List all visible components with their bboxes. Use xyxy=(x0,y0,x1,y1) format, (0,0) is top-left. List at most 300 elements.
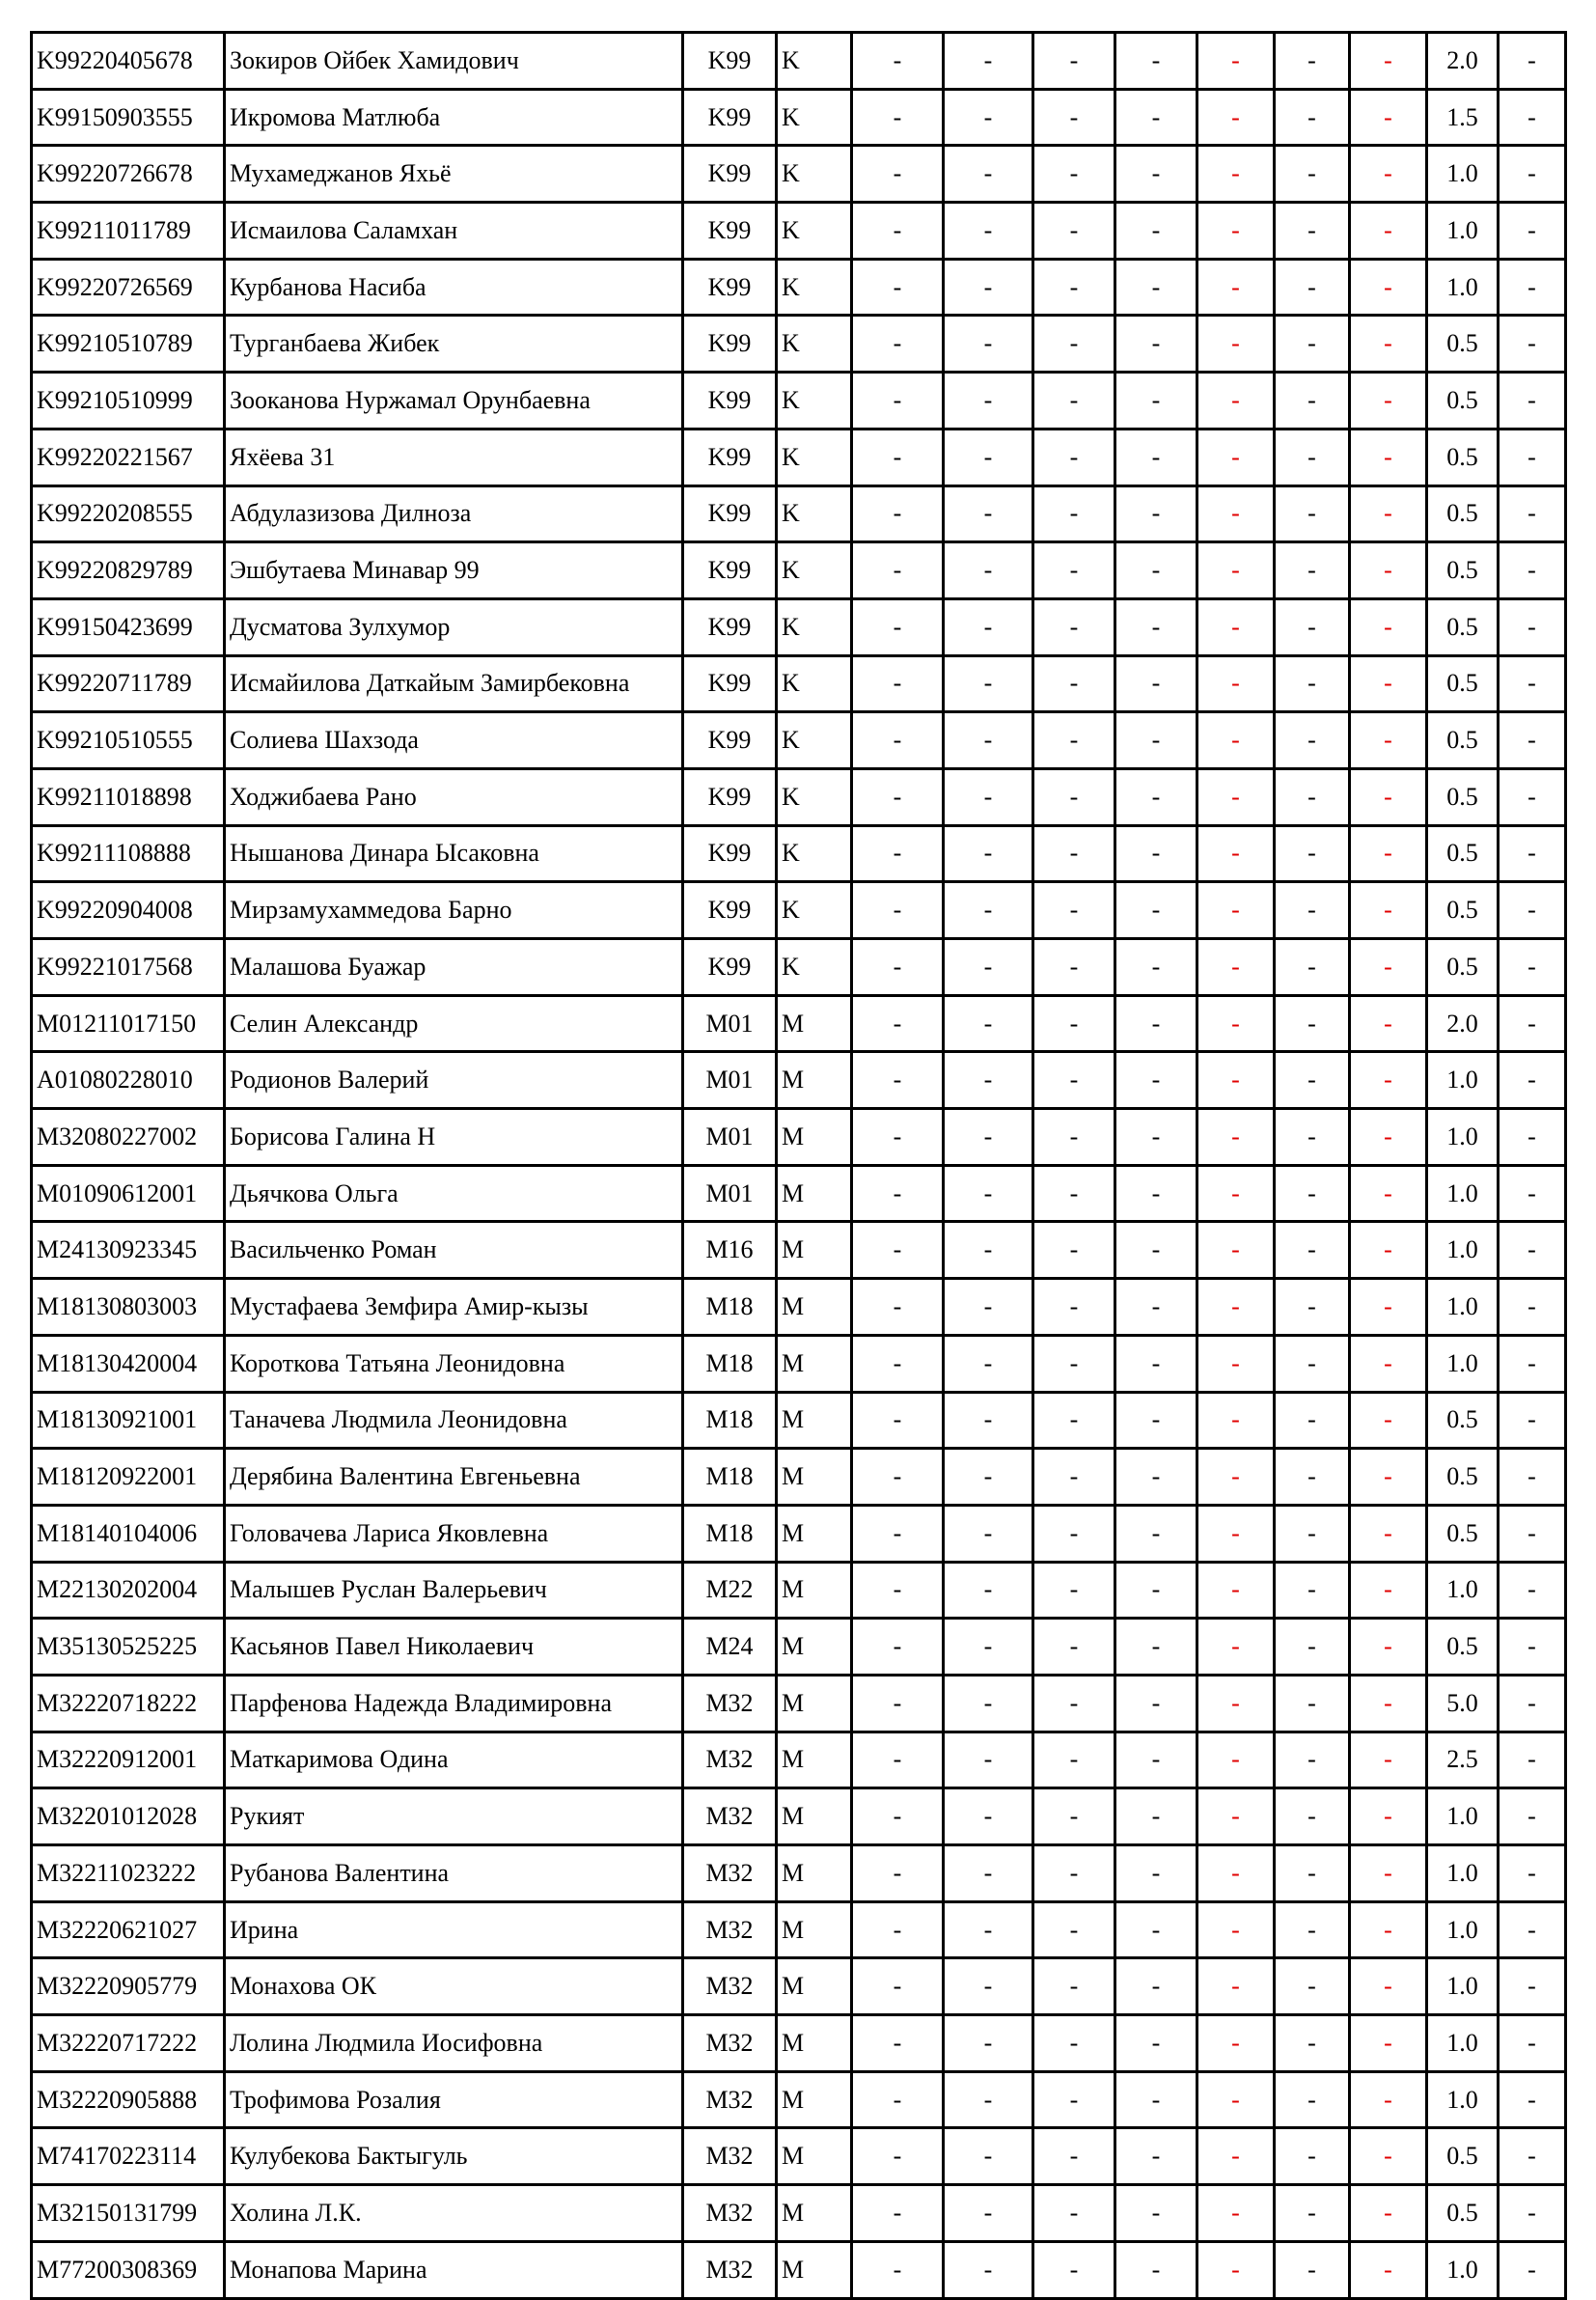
row-dash-cell: - xyxy=(1275,1392,1350,1449)
row-id-cell: K99220904008 xyxy=(32,882,225,939)
row-dash-cell: - xyxy=(1115,542,1197,599)
row-dash-cell: - xyxy=(1197,2185,1275,2242)
row-id-cell: M01090612001 xyxy=(32,1165,225,1222)
table-row xyxy=(32,259,1566,316)
table-row xyxy=(32,542,1566,599)
row-letter-cell: K xyxy=(777,259,852,316)
row-letter-cell: K xyxy=(777,146,852,203)
row-dash-cell: - xyxy=(1033,2128,1115,2185)
row-id-cell: M32080227002 xyxy=(32,1109,225,1166)
row-letter-cell: M xyxy=(777,2071,852,2128)
row-dash-cell: - xyxy=(1197,146,1275,203)
row-dash-cell: - xyxy=(1499,1619,1566,1676)
row-dash-cell: - xyxy=(1275,1958,1350,2015)
row-dash-cell: - xyxy=(1350,1052,1427,1109)
row-id-cell: M32211023222 xyxy=(32,1845,225,1902)
row-value-cell: 0.5 xyxy=(1427,1392,1499,1449)
row-id-cell: M24130923345 xyxy=(32,1222,225,1279)
row-id-cell: K99210510555 xyxy=(32,712,225,769)
row-id-cell: M32220717222 xyxy=(32,2015,225,2072)
row-name-cell: Родионов Валерий xyxy=(225,1052,683,1109)
table-row xyxy=(32,429,1566,485)
row-dash-cell: - xyxy=(1197,2015,1275,2072)
row-dash-cell: - xyxy=(852,1052,944,1109)
row-dash-cell: - xyxy=(1115,939,1197,996)
row-value-cell: 1.0 xyxy=(1427,1788,1499,1845)
table-row xyxy=(32,1958,1566,2015)
row-dash-cell: - xyxy=(1033,1958,1115,2015)
row-dash-cell: - xyxy=(1115,1052,1197,1109)
row-dash-cell: - xyxy=(1033,1901,1115,1958)
row-dash-cell: - xyxy=(944,1845,1033,1902)
row-dash-cell: - xyxy=(852,1958,944,2015)
row-code-cell: K99 xyxy=(683,542,777,599)
row-dash-cell: - xyxy=(944,939,1033,996)
row-letter-cell: K xyxy=(777,712,852,769)
row-name-cell: Абдулазизова Дилноза xyxy=(225,485,683,542)
row-dash-cell: - xyxy=(1033,712,1115,769)
row-letter-cell: K xyxy=(777,939,852,996)
row-dash-cell: - xyxy=(1350,1732,1427,1788)
row-name-cell: Трофимова Розалия xyxy=(225,2071,683,2128)
row-dash-cell: - xyxy=(1115,825,1197,882)
row-letter-cell: M xyxy=(777,1675,852,1732)
row-id-cell: M32220621027 xyxy=(32,1901,225,1958)
row-dash-cell: - xyxy=(1350,939,1427,996)
row-dash-cell: - xyxy=(1350,33,1427,90)
row-dash-cell: - xyxy=(852,429,944,485)
row-dash-cell: - xyxy=(1033,1505,1115,1562)
row-dash-cell: - xyxy=(1499,1279,1566,1336)
row-dash-cell: - xyxy=(1197,316,1275,373)
row-name-cell: Васильченко Роман xyxy=(225,1222,683,1279)
row-name-cell: Мухамеджанов Яхьё xyxy=(225,146,683,203)
row-dash-cell: - xyxy=(1115,1279,1197,1336)
table-row xyxy=(32,1675,1566,1732)
row-letter-cell: M xyxy=(777,1505,852,1562)
row-dash-cell: - xyxy=(944,2128,1033,2185)
row-dash-cell: - xyxy=(1275,2071,1350,2128)
row-dash-cell: - xyxy=(1275,542,1350,599)
row-dash-cell: - xyxy=(1275,1845,1350,1902)
row-dash-cell: - xyxy=(1197,1222,1275,1279)
row-name-cell: Монапова Марина xyxy=(225,2241,683,2298)
row-dash-cell: - xyxy=(1499,1562,1566,1619)
row-dash-cell: - xyxy=(944,1165,1033,1222)
row-name-cell: Холина Л.К. xyxy=(225,2185,683,2242)
row-dash-cell: - xyxy=(852,1505,944,1562)
row-name-cell: Мирзамухаммедова Барно xyxy=(225,882,683,939)
row-dash-cell: - xyxy=(1033,2185,1115,2242)
row-letter-cell: K xyxy=(777,89,852,146)
table-row xyxy=(32,316,1566,373)
row-dash-cell: - xyxy=(1115,768,1197,825)
table-row xyxy=(32,825,1566,882)
row-dash-cell: - xyxy=(1115,1562,1197,1619)
row-dash-cell: - xyxy=(1197,429,1275,485)
row-name-cell: Дьячкова Ольга xyxy=(225,1165,683,1222)
row-code-cell: K99 xyxy=(683,598,777,655)
row-value-cell: 0.5 xyxy=(1427,542,1499,599)
row-dash-cell: - xyxy=(1115,1958,1197,2015)
row-dash-cell: - xyxy=(1033,485,1115,542)
table-row xyxy=(32,1165,1566,1222)
row-dash-cell: - xyxy=(1275,598,1350,655)
row-dash-cell: - xyxy=(1033,1279,1115,1336)
row-dash-cell: - xyxy=(1275,1165,1350,1222)
row-letter-cell: K xyxy=(777,542,852,599)
row-dash-cell: - xyxy=(1499,203,1566,260)
row-dash-cell: - xyxy=(1275,1505,1350,1562)
row-dash-cell: - xyxy=(944,1052,1033,1109)
row-dash-cell: - xyxy=(1275,655,1350,712)
row-dash-cell: - xyxy=(852,655,944,712)
row-dash-cell: - xyxy=(852,1562,944,1619)
row-letter-cell: M xyxy=(777,1788,852,1845)
row-code-cell: M32 xyxy=(683,1675,777,1732)
table-row xyxy=(32,1619,1566,1676)
row-dash-cell: - xyxy=(1115,1165,1197,1222)
row-dash-cell: - xyxy=(1275,1222,1350,1279)
row-value-cell: 5.0 xyxy=(1427,1675,1499,1732)
row-letter-cell: M xyxy=(777,2241,852,2298)
row-dash-cell: - xyxy=(1115,316,1197,373)
row-dash-cell: - xyxy=(1350,89,1427,146)
row-code-cell: M18 xyxy=(683,1449,777,1506)
row-code-cell: M01 xyxy=(683,1109,777,1166)
row-dash-cell: - xyxy=(944,2071,1033,2128)
row-id-cell: K99220221567 xyxy=(32,429,225,485)
row-dash-cell: - xyxy=(1499,1052,1566,1109)
row-code-cell: M32 xyxy=(683,2185,777,2242)
row-dash-cell: - xyxy=(1115,1392,1197,1449)
row-code-cell: M18 xyxy=(683,1505,777,1562)
row-dash-cell: - xyxy=(1033,655,1115,712)
row-letter-cell: K xyxy=(777,373,852,430)
row-dash-cell: - xyxy=(1499,1109,1566,1166)
row-dash-cell: - xyxy=(1197,1109,1275,1166)
row-dash-cell: - xyxy=(1350,1165,1427,1222)
row-letter-cell: K xyxy=(777,203,852,260)
row-dash-cell: - xyxy=(1275,1449,1350,1506)
row-dash-cell: - xyxy=(1197,542,1275,599)
row-value-cell: 2.5 xyxy=(1427,1732,1499,1788)
row-letter-cell: M xyxy=(777,1901,852,1958)
row-name-cell: Солиева Шахзода xyxy=(225,712,683,769)
row-dash-cell: - xyxy=(1033,995,1115,1052)
row-id-cell: M18120922001 xyxy=(32,1449,225,1506)
row-dash-cell: - xyxy=(852,1675,944,1732)
row-code-cell: M32 xyxy=(683,1732,777,1788)
row-code-cell: K99 xyxy=(683,146,777,203)
row-dash-cell: - xyxy=(852,485,944,542)
row-code-cell: M16 xyxy=(683,1222,777,1279)
row-dash-cell: - xyxy=(1275,1788,1350,1845)
row-dash-cell: - xyxy=(1499,1165,1566,1222)
row-letter-cell: M xyxy=(777,2128,852,2185)
row-dash-cell: - xyxy=(1499,1335,1566,1392)
row-letter-cell: M xyxy=(777,1958,852,2015)
row-dash-cell: - xyxy=(1197,2071,1275,2128)
row-dash-cell: - xyxy=(1350,1958,1427,2015)
row-dash-cell: - xyxy=(1033,1052,1115,1109)
table-row xyxy=(32,1788,1566,1845)
row-dash-cell: - xyxy=(944,1675,1033,1732)
row-id-cell: K99150423699 xyxy=(32,598,225,655)
row-dash-cell: - xyxy=(1499,373,1566,430)
row-name-cell: Курбанова Насиба xyxy=(225,259,683,316)
row-id-cell: K99211011789 xyxy=(32,203,225,260)
row-dash-cell: - xyxy=(1197,1449,1275,1506)
row-dash-cell: - xyxy=(1350,1845,1427,1902)
row-dash-cell: - xyxy=(1197,1165,1275,1222)
row-code-cell: K99 xyxy=(683,203,777,260)
table-row xyxy=(32,768,1566,825)
row-letter-cell: M xyxy=(777,1562,852,1619)
row-id-cell: K99220208555 xyxy=(32,485,225,542)
row-code-cell: M18 xyxy=(683,1392,777,1449)
row-id-cell: M74170223114 xyxy=(32,2128,225,2185)
row-dash-cell: - xyxy=(1350,1392,1427,1449)
row-dash-cell: - xyxy=(1275,825,1350,882)
table-row xyxy=(32,2071,1566,2128)
row-dash-cell: - xyxy=(1275,2185,1350,2242)
row-dash-cell: - xyxy=(1350,768,1427,825)
table-row xyxy=(32,203,1566,260)
row-dash-cell: - xyxy=(1115,259,1197,316)
row-value-cell: 1.0 xyxy=(1427,1279,1499,1336)
row-id-cell: K99220726569 xyxy=(32,259,225,316)
row-dash-cell: - xyxy=(1275,259,1350,316)
row-id-cell: K99211018898 xyxy=(32,768,225,825)
row-dash-cell: - xyxy=(852,1392,944,1449)
row-dash-cell: - xyxy=(944,485,1033,542)
row-name-cell: Короткова Татьяна Леонидовна xyxy=(225,1335,683,1392)
row-name-cell: Эшбутаева Минавар 99 xyxy=(225,542,683,599)
row-value-cell: 0.5 xyxy=(1427,655,1499,712)
row-dash-cell: - xyxy=(852,203,944,260)
row-dash-cell: - xyxy=(1275,1901,1350,1958)
row-code-cell: K99 xyxy=(683,655,777,712)
row-dash-cell: - xyxy=(1275,316,1350,373)
row-letter-cell: M xyxy=(777,1165,852,1222)
row-letter-cell: K xyxy=(777,429,852,485)
row-dash-cell: - xyxy=(1499,1392,1566,1449)
row-dash-cell: - xyxy=(852,1619,944,1676)
row-code-cell: K99 xyxy=(683,89,777,146)
row-dash-cell: - xyxy=(1197,1505,1275,1562)
row-code-cell: K99 xyxy=(683,825,777,882)
row-dash-cell: - xyxy=(852,1335,944,1392)
row-dash-cell: - xyxy=(1033,1845,1115,1902)
row-dash-cell: - xyxy=(1197,1619,1275,1676)
table-row xyxy=(32,146,1566,203)
row-name-cell: Малышев Руслан Валерьевич xyxy=(225,1562,683,1619)
row-value-cell: 0.5 xyxy=(1427,316,1499,373)
row-dash-cell: - xyxy=(1115,2241,1197,2298)
row-value-cell: 0.5 xyxy=(1427,1449,1499,1506)
row-name-cell: Селин Александр xyxy=(225,995,683,1052)
row-dash-cell: - xyxy=(1275,33,1350,90)
row-dash-cell: - xyxy=(1197,33,1275,90)
row-dash-cell: - xyxy=(1197,373,1275,430)
row-code-cell: K99 xyxy=(683,882,777,939)
row-dash-cell: - xyxy=(1350,1901,1427,1958)
row-dash-cell: - xyxy=(1275,2128,1350,2185)
row-dash-cell: - xyxy=(1275,146,1350,203)
table-row xyxy=(32,373,1566,430)
row-dash-cell: - xyxy=(1197,2241,1275,2298)
row-dash-cell: - xyxy=(852,2128,944,2185)
row-value-cell: 1.0 xyxy=(1427,2015,1499,2072)
row-dash-cell: - xyxy=(1115,1505,1197,1562)
row-name-cell: Головачева Лариса Яковлевна xyxy=(225,1505,683,1562)
row-dash-cell: - xyxy=(1350,1109,1427,1166)
row-value-cell: 1.0 xyxy=(1427,1222,1499,1279)
row-dash-cell: - xyxy=(1033,316,1115,373)
row-dash-cell: - xyxy=(1275,1619,1350,1676)
row-dash-cell: - xyxy=(1033,259,1115,316)
row-dash-cell: - xyxy=(1499,146,1566,203)
row-dash-cell: - xyxy=(1115,882,1197,939)
row-dash-cell: - xyxy=(1499,259,1566,316)
row-dash-cell: - xyxy=(1115,33,1197,90)
row-dash-cell: - xyxy=(1033,1449,1115,1506)
row-id-cell: K99221017568 xyxy=(32,939,225,996)
row-code-cell: K99 xyxy=(683,939,777,996)
row-name-cell: Парфенова Надежда Владимировна xyxy=(225,1675,683,1732)
row-value-cell: 1.0 xyxy=(1427,1901,1499,1958)
row-dash-cell: - xyxy=(1499,2071,1566,2128)
row-dash-cell: - xyxy=(1115,1732,1197,1788)
row-name-cell: Икромова Матлюба xyxy=(225,89,683,146)
row-code-cell: M32 xyxy=(683,2015,777,2072)
row-id-cell: M18130921001 xyxy=(32,1392,225,1449)
row-id-cell: M22130202004 xyxy=(32,1562,225,1619)
row-dash-cell: - xyxy=(1499,655,1566,712)
row-code-cell: M01 xyxy=(683,1165,777,1222)
row-dash-cell: - xyxy=(944,825,1033,882)
row-name-cell: Зооканова Нуржамал Орунбаевна xyxy=(225,373,683,430)
row-dash-cell: - xyxy=(852,146,944,203)
row-dash-cell: - xyxy=(1197,259,1275,316)
row-dash-cell: - xyxy=(1275,1675,1350,1732)
row-dash-cell: - xyxy=(852,373,944,430)
row-dash-cell: - xyxy=(852,89,944,146)
row-dash-cell: - xyxy=(1275,1109,1350,1166)
row-dash-cell: - xyxy=(1197,1901,1275,1958)
row-letter-cell: K xyxy=(777,485,852,542)
row-dash-cell: - xyxy=(852,768,944,825)
row-dash-cell: - xyxy=(1033,1675,1115,1732)
row-dash-cell: - xyxy=(1033,1392,1115,1449)
row-code-cell: K99 xyxy=(683,712,777,769)
row-name-cell: Мустафаева Земфира Амир-кызы xyxy=(225,1279,683,1336)
row-dash-cell: - xyxy=(1115,89,1197,146)
row-dash-cell: - xyxy=(852,2185,944,2242)
row-value-cell: 1.0 xyxy=(1427,146,1499,203)
row-value-cell: 2.0 xyxy=(1427,33,1499,90)
row-dash-cell: - xyxy=(1033,825,1115,882)
row-dash-cell: - xyxy=(852,1279,944,1336)
row-dash-cell: - xyxy=(1197,89,1275,146)
row-dash-cell: - xyxy=(1275,939,1350,996)
table-row xyxy=(32,1901,1566,1958)
row-dash-cell: - xyxy=(1350,146,1427,203)
row-value-cell: 0.5 xyxy=(1427,2128,1499,2185)
row-dash-cell: - xyxy=(1499,1675,1566,1732)
row-dash-cell: - xyxy=(1115,712,1197,769)
row-dash-cell: - xyxy=(1115,1845,1197,1902)
table-row xyxy=(32,33,1566,90)
row-dash-cell: - xyxy=(1197,825,1275,882)
row-code-cell: M32 xyxy=(683,1901,777,1958)
table-row xyxy=(32,712,1566,769)
row-dash-cell: - xyxy=(1499,768,1566,825)
row-dash-cell: - xyxy=(852,1845,944,1902)
row-dash-cell: - xyxy=(1499,2128,1566,2185)
row-dash-cell: - xyxy=(1197,598,1275,655)
row-code-cell: K99 xyxy=(683,259,777,316)
row-dash-cell: - xyxy=(852,1165,944,1222)
row-dash-cell: - xyxy=(852,2015,944,2072)
row-dash-cell: - xyxy=(1350,882,1427,939)
row-dash-cell: - xyxy=(1197,882,1275,939)
row-dash-cell: - xyxy=(1033,598,1115,655)
row-dash-cell: - xyxy=(1350,542,1427,599)
row-dash-cell: - xyxy=(944,146,1033,203)
row-dash-cell: - xyxy=(1033,203,1115,260)
row-letter-cell: M xyxy=(777,1335,852,1392)
row-dash-cell: - xyxy=(852,882,944,939)
row-id-cell: M18130420004 xyxy=(32,1335,225,1392)
row-dash-cell: - xyxy=(852,1449,944,1506)
row-dash-cell: - xyxy=(1033,1222,1115,1279)
row-id-cell: M18130803003 xyxy=(32,1279,225,1336)
row-letter-cell: K xyxy=(777,33,852,90)
row-dash-cell: - xyxy=(852,995,944,1052)
row-code-cell: M32 xyxy=(683,1845,777,1902)
row-dash-cell: - xyxy=(1499,33,1566,90)
row-dash-cell: - xyxy=(944,259,1033,316)
row-dash-cell: - xyxy=(1499,2015,1566,2072)
row-dash-cell: - xyxy=(1275,1279,1350,1336)
table-row xyxy=(32,939,1566,996)
table-row xyxy=(32,485,1566,542)
table-row xyxy=(32,655,1566,712)
row-id-cell: K99220726678 xyxy=(32,146,225,203)
row-dash-cell: - xyxy=(1275,768,1350,825)
row-dash-cell: - xyxy=(1350,1279,1427,1336)
row-dash-cell: - xyxy=(1499,1788,1566,1845)
table-row xyxy=(32,2241,1566,2298)
row-dash-cell: - xyxy=(1499,2241,1566,2298)
row-dash-cell: - xyxy=(1275,882,1350,939)
row-dash-cell: - xyxy=(1033,1562,1115,1619)
row-letter-cell: M xyxy=(777,1279,852,1336)
row-dash-cell: - xyxy=(1275,712,1350,769)
row-code-cell: M18 xyxy=(683,1279,777,1336)
row-dash-cell: - xyxy=(1197,203,1275,260)
row-dash-cell: - xyxy=(944,1732,1033,1788)
row-id-cell: K99150903555 xyxy=(32,89,225,146)
row-name-cell: Дусматова Зулхумор xyxy=(225,598,683,655)
row-id-cell: M32150131799 xyxy=(32,2185,225,2242)
row-dash-cell: - xyxy=(944,1279,1033,1336)
row-dash-cell: - xyxy=(1499,429,1566,485)
row-dash-cell: - xyxy=(1115,995,1197,1052)
row-dash-cell: - xyxy=(1350,1788,1427,1845)
